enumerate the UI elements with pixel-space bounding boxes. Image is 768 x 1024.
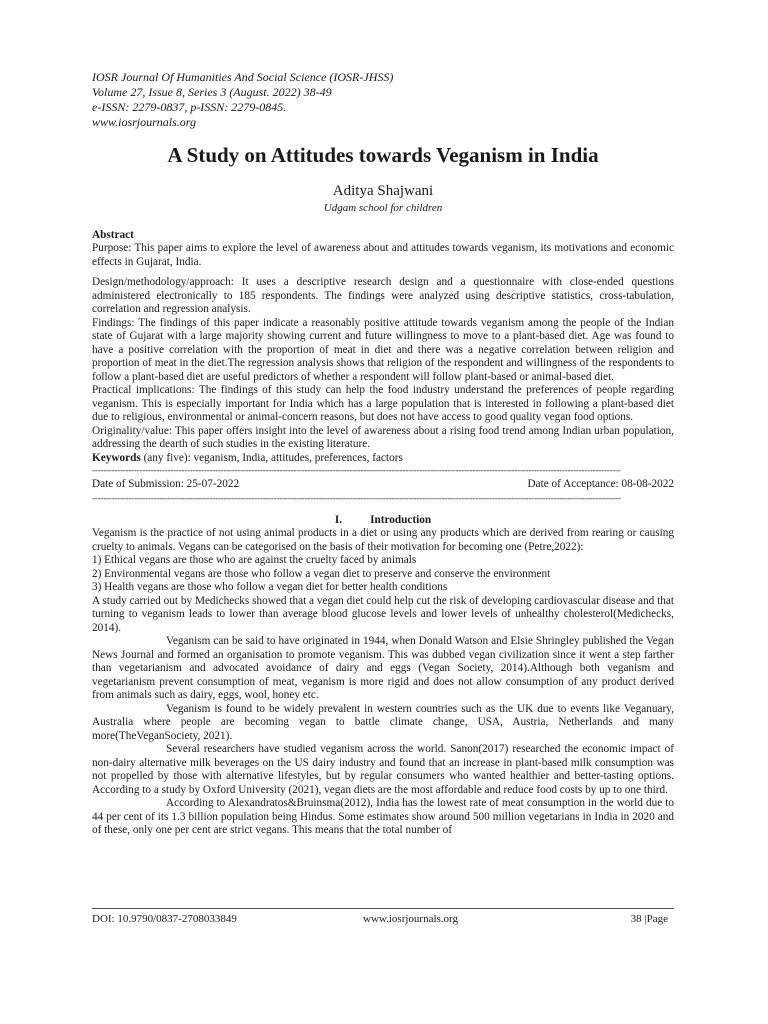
author-affiliation: Udgam school for children bbox=[323, 202, 443, 214]
abstract-findings: Findings: The findings of this paper indicate a reasonably positive attitude towards veganism among the people of the Indian state of Gujarat with a large majority showing current and future willingness to move to a plant-based diet. Age was found to have a positive correlation with the proportion of meat in diet and there was a negative correlation between religion and proportion of meat in the diet.The regression analysis shows that religion of the respondent and willingness of the respondents to follow a plant-based diet are useful predictors of whether a respondent will follow plant-based or animal-based diet. bbox=[92, 316, 674, 383]
intro-paragraph: Veganism can be said to have originated in 1944, when Donald Watson and Elsie Shringley published the Vegan News Journal and formed an organisation to promote veganism. This was dubbed vegan civilization since it went a step farther than vegetarianism and advocated avoidance of dairy and eggs (Vegan Society, 2014).Although both veganism and vegetarianism prevent consumption of meat, veganism is more rigid and does not allow consumption of any product derived from animals such as dairy, eggs, wool, honey etc. bbox=[92, 635, 674, 701]
dates-row bbox=[92, 477, 674, 491]
author-name: Aditya Shajwani bbox=[332, 183, 434, 199]
intro-paragraph: Veganism is found to be widely prevalent in western countries such as the UK due to events like Veganuary, Australia where people are becoming vegan to battle climate change, USA, Austria, Netherlands and many more(TheVeganSociety, 2021). bbox=[92, 702, 674, 742]
intro-paragraph: According to Alexandratos&Bruinsma(2012), India has the lowest rate of meat consumption in the world due to 44 per cent of its 1.3 billion population being Hindus. Some estimates show around 500 million vegetarians in India in 2020 and of these, only one per cent are strict vegans. This means that the total number of bbox=[92, 797, 674, 836]
page-number: 38 |Page bbox=[630, 913, 668, 925]
abstract-purpose: Purpose: This paper aims to explore the level of awareness about and attitudes towards veganism, its motivations and economic effects in Gujarat, India. bbox=[92, 242, 674, 268]
journal-website[interactable]: www.iosrjournals.org bbox=[92, 115, 197, 129]
introduction-body bbox=[92, 527, 674, 838]
section-title: Introduction bbox=[370, 514, 432, 526]
footer-doi: DOI: 10.9790/0837-2708033849 bbox=[92, 913, 237, 925]
abstract-heading: Abstract bbox=[92, 229, 134, 241]
list-item: 1) Ethical vegans are those who are against the cruelty faced by animals bbox=[92, 554, 417, 566]
dash-separator-bottom: --------------------------------------------------------------------------------------------------------------------------------------------------------------------------------------------- bbox=[92, 493, 621, 503]
abstract-implications: Practical implications: The findings of this study can help the food industry understand the preferences of people regarding veganism. This is especially important for India which has a large population that is interested in following a plant-based diet due to religious, environmental or animal-concern reasons, but does not have access to good quality vegan food options. bbox=[92, 384, 674, 423]
journal-issn: e-ISSN: 2279-0837, p-ISSN: 2279-0845. bbox=[92, 100, 287, 114]
paper-page bbox=[92, 70, 674, 838]
paper-title: A Study on Attitudes towards Veganism in India bbox=[167, 143, 599, 167]
abstract bbox=[92, 229, 674, 465]
journal-volume: Volume 27, Issue 8, Series 3 (August. 2022) 38-49 bbox=[92, 85, 332, 99]
intro-paragraph: Several researchers have studied veganism across the world. Sanon(2017) researched the economic impact of non-dairy alternative milk beverages on the US dairy industry and found that an increase in plant-based milk consumption was not propelled by those with alternative lifestyles, but by regular consumers who wanted healthier and better-tasting options. According to a study by Oxford University (2021), vegan diets are the most affordable and reduce food costs by up to one third. bbox=[92, 743, 674, 796]
list-item: 2) Environmental vegans are those who follow a vegan diet to preserve and conserve the environment bbox=[92, 567, 551, 580]
journal-name: IOSR Journal Of Humanities And Social Science (IOSR-JHSS) bbox=[92, 70, 394, 84]
abstract-design: Design/methodology/approach: It uses a descriptive research design and a questionnaire with close-ended questions administered electronically to 185 respondents. The findings were analyzed using descriptive statistics, cross-tabulation, correlation and regression analysis. bbox=[92, 276, 674, 315]
journal-header bbox=[92, 70, 674, 130]
footer-website[interactable]: www.iosrjournals.org bbox=[363, 913, 459, 925]
submission-date: Date of Submission: 25-07-2022 bbox=[92, 478, 240, 490]
section-number: I. bbox=[334, 514, 343, 526]
section-heading bbox=[92, 513, 674, 527]
dash-separator-top: --------------------------------------------------------------------------------------------------------------------------------------------------------------------------------------------- bbox=[92, 465, 621, 475]
acceptance-date: Date of Acceptance: 08-08-2022 bbox=[527, 478, 674, 490]
list-item: 3) Health vegans are those who follow a vegan diet for better health conditions bbox=[92, 581, 448, 593]
intro-paragraph: A study carried out by Medichecks showed that a vegan diet could help cut the risk of developing cardiovascular disease and that turning to veganism leads to lower than average blood glucose levels and lower levels of unhealthy cholesterol(Medichecks, 2014). bbox=[92, 594, 674, 634]
intro-paragraph: Veganism is the practice of not using animal products in a diet or using any products which are derived from rearing or causing cruelty to animals. Vegans can be categorised on the basis of their motivation for becoming one (Petre,2022): bbox=[92, 527, 674, 553]
footer-divider bbox=[92, 908, 674, 909]
keywords bbox=[92, 452, 674, 466]
keywords-label: Keywords bbox=[92, 451, 141, 464]
keywords-text: (any five): veganism, India, attitudes, preferences, factors bbox=[140, 451, 403, 464]
abstract-originality: Originality/value: This paper offers insight into the level of awareness about a rising food trend among Indian urban population, addressing the dearth of such studies in the existing literature. bbox=[92, 424, 674, 450]
